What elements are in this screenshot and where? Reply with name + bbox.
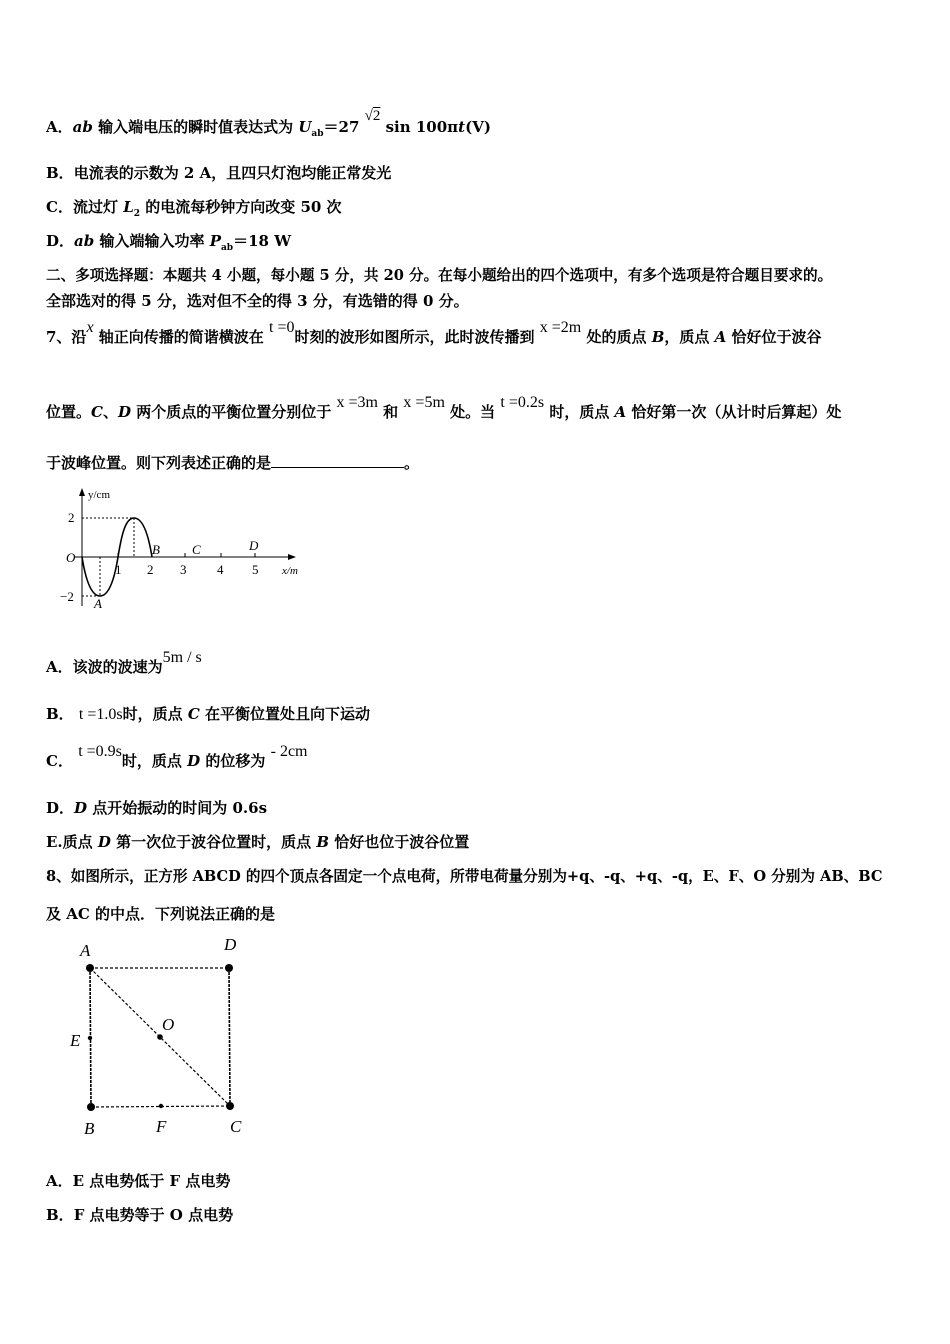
q7-line-2: [46, 394, 842, 422]
x-axis-arrow: [288, 554, 296, 560]
option-label: C．: [46, 198, 73, 216]
x-tick-2: 2: [147, 562, 154, 577]
math-displacement: - 2cm: [270, 743, 308, 760]
math-speed: 5m / s: [162, 649, 202, 666]
y-axis-label: y/cm: [88, 489, 110, 501]
q7-option-b: [46, 703, 370, 724]
point-d: D: [74, 799, 88, 817]
sin-text: sin 100π: [380, 118, 459, 136]
q7-line-1: [46, 319, 822, 347]
q7-text: 。: [404, 454, 420, 472]
option-text: 时，质点: [121, 752, 188, 770]
q7-text: 7、沿: [46, 328, 87, 346]
q7-option-c: [46, 743, 308, 771]
answer-blank: [271, 455, 404, 468]
ab-var: ab: [74, 232, 95, 250]
q6-option-d: [46, 230, 291, 253]
option-text: 质点: [62, 833, 98, 851]
option-text: 该波的波速为: [72, 658, 163, 676]
u-sub: ab: [311, 129, 324, 139]
math-x2: x =2m: [539, 319, 582, 336]
point-c: C: [187, 705, 200, 723]
y-axis-arrow: [79, 488, 85, 496]
option-label: B．: [46, 164, 74, 182]
option-text-3: 恰好也位于波谷位置: [329, 833, 470, 851]
math-x5: x =5m: [403, 394, 445, 411]
wave-graph: [56, 484, 316, 614]
option-label: D．: [46, 799, 75, 817]
y-tick-neg2: −2: [60, 589, 74, 604]
option-text: 电流表的示数为 2 A，且四只灯泡均能正常发光: [73, 164, 392, 182]
square-figure: [60, 932, 260, 1142]
q7-text: 位置。: [46, 403, 92, 421]
option-text: 输入端输入功率: [94, 232, 210, 250]
q7-text: 时，质点: [549, 403, 615, 421]
math-time: t =0.9s: [78, 743, 122, 760]
x-tick-1: 1: [115, 562, 122, 577]
option-text-2: 的电流每秒钟方向改变 50 次: [140, 198, 342, 216]
option-label: A．: [46, 1172, 73, 1190]
point-c: C: [91, 403, 103, 421]
q8-option-b: [46, 1204, 233, 1225]
q7-text: 恰好位于波谷: [726, 328, 822, 346]
point-d: D: [117, 403, 131, 421]
label-e: E: [70, 1031, 81, 1050]
vertex-b: [87, 1103, 95, 1111]
math-t02: t =0.2s: [500, 394, 545, 411]
point-b: B: [651, 328, 665, 346]
midpoint-o: [157, 1034, 163, 1040]
option-text-2: ＝18 W: [233, 232, 292, 250]
q7-option-d: [46, 797, 267, 818]
math-time: t =1.0s: [78, 706, 123, 723]
q7-line-3: [46, 452, 419, 473]
option-label: D．: [46, 232, 75, 250]
midpoint-f: [159, 1104, 163, 1108]
ab-var: ab: [72, 118, 93, 136]
unit-text: (V): [465, 118, 491, 136]
p-var: P: [209, 232, 221, 250]
label-c: C: [230, 1117, 242, 1136]
sqrt-expr: [365, 108, 381, 124]
point-c-label: C: [192, 542, 201, 557]
sqrt-sign: √: [364, 108, 373, 124]
x-tick-3: 3: [180, 562, 187, 577]
vertex-d: [225, 964, 233, 972]
math-x3: x =3m: [336, 394, 378, 411]
q7-text: 轴正向传播的简谐横波在: [98, 328, 264, 346]
q7-text: ，质点: [664, 328, 715, 346]
point-d: D: [97, 833, 111, 851]
option-label: E.: [46, 833, 63, 851]
point-a: A: [614, 403, 627, 421]
section-header-2: 全部选对的得 5 分，选对但不全的得 3 分，有选错的得 0 分。: [46, 292, 469, 310]
side-dc: [229, 968, 230, 1106]
point-a-label: A: [94, 596, 102, 611]
option-text-2: 第一次位于波谷位置时，质点: [110, 833, 317, 851]
q6-option-b: [46, 162, 391, 183]
option-text: 输入端电压的瞬时值表达式为: [92, 118, 299, 136]
q8-line-2: 及 AC 的中点．下列说法正确的是: [46, 905, 276, 923]
option-text-2: 在平衡位置处且向下运动: [199, 705, 371, 723]
math-x: x: [86, 319, 94, 336]
point-a: A: [714, 328, 727, 346]
p-sub: ab: [220, 243, 234, 253]
option-label: A．: [46, 658, 73, 676]
label-a: A: [80, 941, 91, 960]
l-sub: 2: [133, 209, 140, 219]
option-text: 点开始振动的时间为 0.6s: [87, 799, 268, 817]
option-label: B．: [46, 705, 74, 723]
q7-option-a: [46, 649, 202, 677]
x-axis-label: x/m: [282, 565, 298, 577]
midpoint-e: [88, 1036, 92, 1040]
option-text: F 点电势等于 O 点电势: [73, 1206, 234, 1224]
point-d-label: D: [249, 538, 259, 553]
q7-text: 处的质点: [586, 328, 652, 346]
q7-text: 两个质点的平衡位置分别位于: [131, 403, 332, 421]
option-text-2: 的位移为: [200, 752, 266, 770]
option-label: B．: [46, 1206, 74, 1224]
option-text: 流过灯: [72, 198, 124, 216]
vertex-c: [226, 1102, 234, 1110]
origin-label: O: [66, 550, 76, 565]
y-tick-2: 2: [68, 510, 75, 525]
q6-option-c: [46, 196, 342, 219]
q7-text: 恰好第一次（从计时后算起）处: [626, 403, 842, 421]
q7-text: 处。当: [450, 403, 496, 421]
point-b-label: B: [152, 542, 160, 557]
section-header: 二、多项选择题：本题共 4 小题，每小题 5 分，共 20 分。在每小题给出的四个选项中，有多个选项是符合题目要求的。: [46, 267, 833, 284]
q7-text: 和: [383, 403, 399, 421]
point-d: D: [187, 752, 201, 770]
label-f: F: [156, 1117, 167, 1136]
q8-option-a: [46, 1170, 230, 1191]
x-tick-4: 4: [217, 562, 224, 577]
math-t0: t =0: [269, 319, 295, 336]
label-o: O: [162, 1015, 175, 1034]
t-var: t: [458, 118, 466, 136]
q8-line-1: 8、如图所示，正方形 ABCD 的四个顶点各固定一个点电荷，所带电荷量分别为+q、-q、+q、-q，E、F、O 分别为 AB、BC: [46, 868, 883, 885]
q6-option-a: [46, 108, 491, 139]
option-text: E 点电势低于 F 点电势: [72, 1172, 231, 1190]
sqrt-value: 2: [372, 108, 381, 124]
point-b: B: [316, 833, 330, 851]
option-text: 时，质点: [122, 705, 188, 723]
eq-text: ＝27: [323, 118, 360, 136]
q7-text: 于波峰位置。则下列表述正确的是: [46, 454, 272, 472]
label-b: B: [84, 1119, 95, 1138]
l-var: L: [123, 198, 134, 216]
option-label: A．: [46, 118, 73, 136]
q7-text: 、: [102, 403, 118, 421]
x-tick-5: 5: [252, 562, 259, 577]
q7-option-e: [46, 831, 469, 852]
u-var: U: [298, 118, 312, 136]
label-d: D: [224, 935, 237, 954]
q7-text: 时刻的波形如图所示，此时波传播到: [294, 328, 535, 346]
vertex-a: [86, 964, 94, 972]
option-label: C．: [46, 752, 73, 770]
